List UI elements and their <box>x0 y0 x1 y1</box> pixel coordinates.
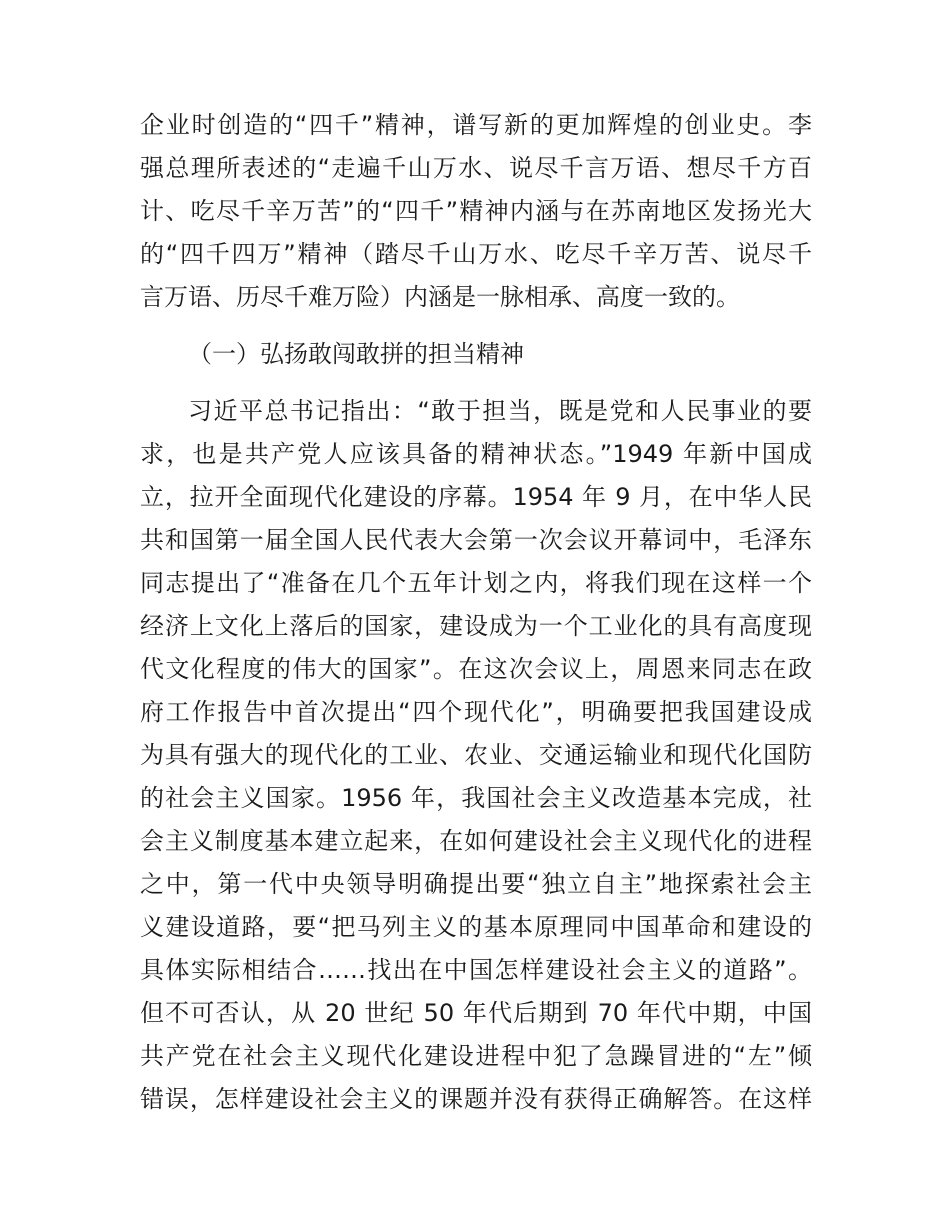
paragraph-line: 会主义制度基本建立起来，在如何建设社会主义现代化的进程 <box>140 827 812 855</box>
paragraph-line: 共产党在社会主义现代化建设进程中犯了急躁冒进的“左”倾 <box>140 1042 812 1070</box>
document-body <box>140 104 812 1121</box>
paragraph-line: 的“四千四万”精神（踏尽千山万水、吃尽千辛万苦、说尽千 <box>140 240 812 268</box>
paragraph-line: 府工作报告中首次提出“四个现代化”，明确要把我国建设成 <box>140 698 812 726</box>
paragraph-line: 言万语、历尽千难万险）内涵是一脉相承、高度一致的。 <box>140 283 740 311</box>
paragraph-line: 同志提出了“准备在几个五年计划之内，将我们现在这样一个 <box>140 569 812 597</box>
paragraph-line: 错误，怎样建设社会主义的课题并没有获得正确解答。在这样 <box>140 1085 812 1113</box>
paragraph-line: 强总理所表述的“走遍千山万水、说尽千言万语、想尽千方百 <box>140 154 812 182</box>
paragraph-line: 计、吃尽千辛万苦”的“四千”精神内涵与在苏南地区发扬光大 <box>140 197 812 225</box>
paragraph-line: 立，拉开全面现代化建设的序幕。1954 年 9 月，在中华人民 <box>140 483 812 511</box>
paragraph-line: 义建设道路，要“把马列主义的基本原理同中国革命和建设的 <box>140 913 812 941</box>
paragraph-line: 求，也是共产党人应该具备的精神状态。”1949 年新中国成 <box>140 440 812 468</box>
paragraph-line: 代文化程度的伟大的国家”。在这次会议上，周恩来同志在政 <box>140 655 812 683</box>
paragraph-line: 但不可否认，从 20 世纪 50 年代后期到 70 年代中期，中国 <box>140 999 812 1027</box>
paragraph-line: 共和国第一届全国人民代表大会第一次会议开幕词中，毛泽东 <box>140 526 812 554</box>
paragraph-1 <box>140 104 812 319</box>
paragraph-line: 企业时创造的“四千”精神，谱写新的更加辉煌的创业史。李 <box>140 111 812 139</box>
section-heading: （一）弘扬敢闯敢拼的担当精神 <box>188 340 524 368</box>
paragraph-2 <box>140 390 812 1121</box>
paragraph-line: 具体实际相结合……找出在中国怎样建设社会主义的道路”。 <box>140 956 812 984</box>
paragraph-line: 经济上文化上落后的国家，建设成为一个工业化的具有高度现 <box>140 612 812 640</box>
paragraph-line: 为具有强大的现代化的工业、农业、交通运输业和现代化国防 <box>140 741 812 769</box>
paragraph-line: 的社会主义国家。1956 年，我国社会主义改造基本完成，社 <box>140 784 812 812</box>
paragraph-line: 习近平总书记指出：“敢于担当，既是党和人民事业的要 <box>188 397 812 425</box>
paragraph-line: 之中，第一代中央领导明确提出要“独立自主”地探索社会主 <box>140 870 812 898</box>
paragraph-gap <box>140 376 812 390</box>
paragraph-gap <box>140 319 812 333</box>
